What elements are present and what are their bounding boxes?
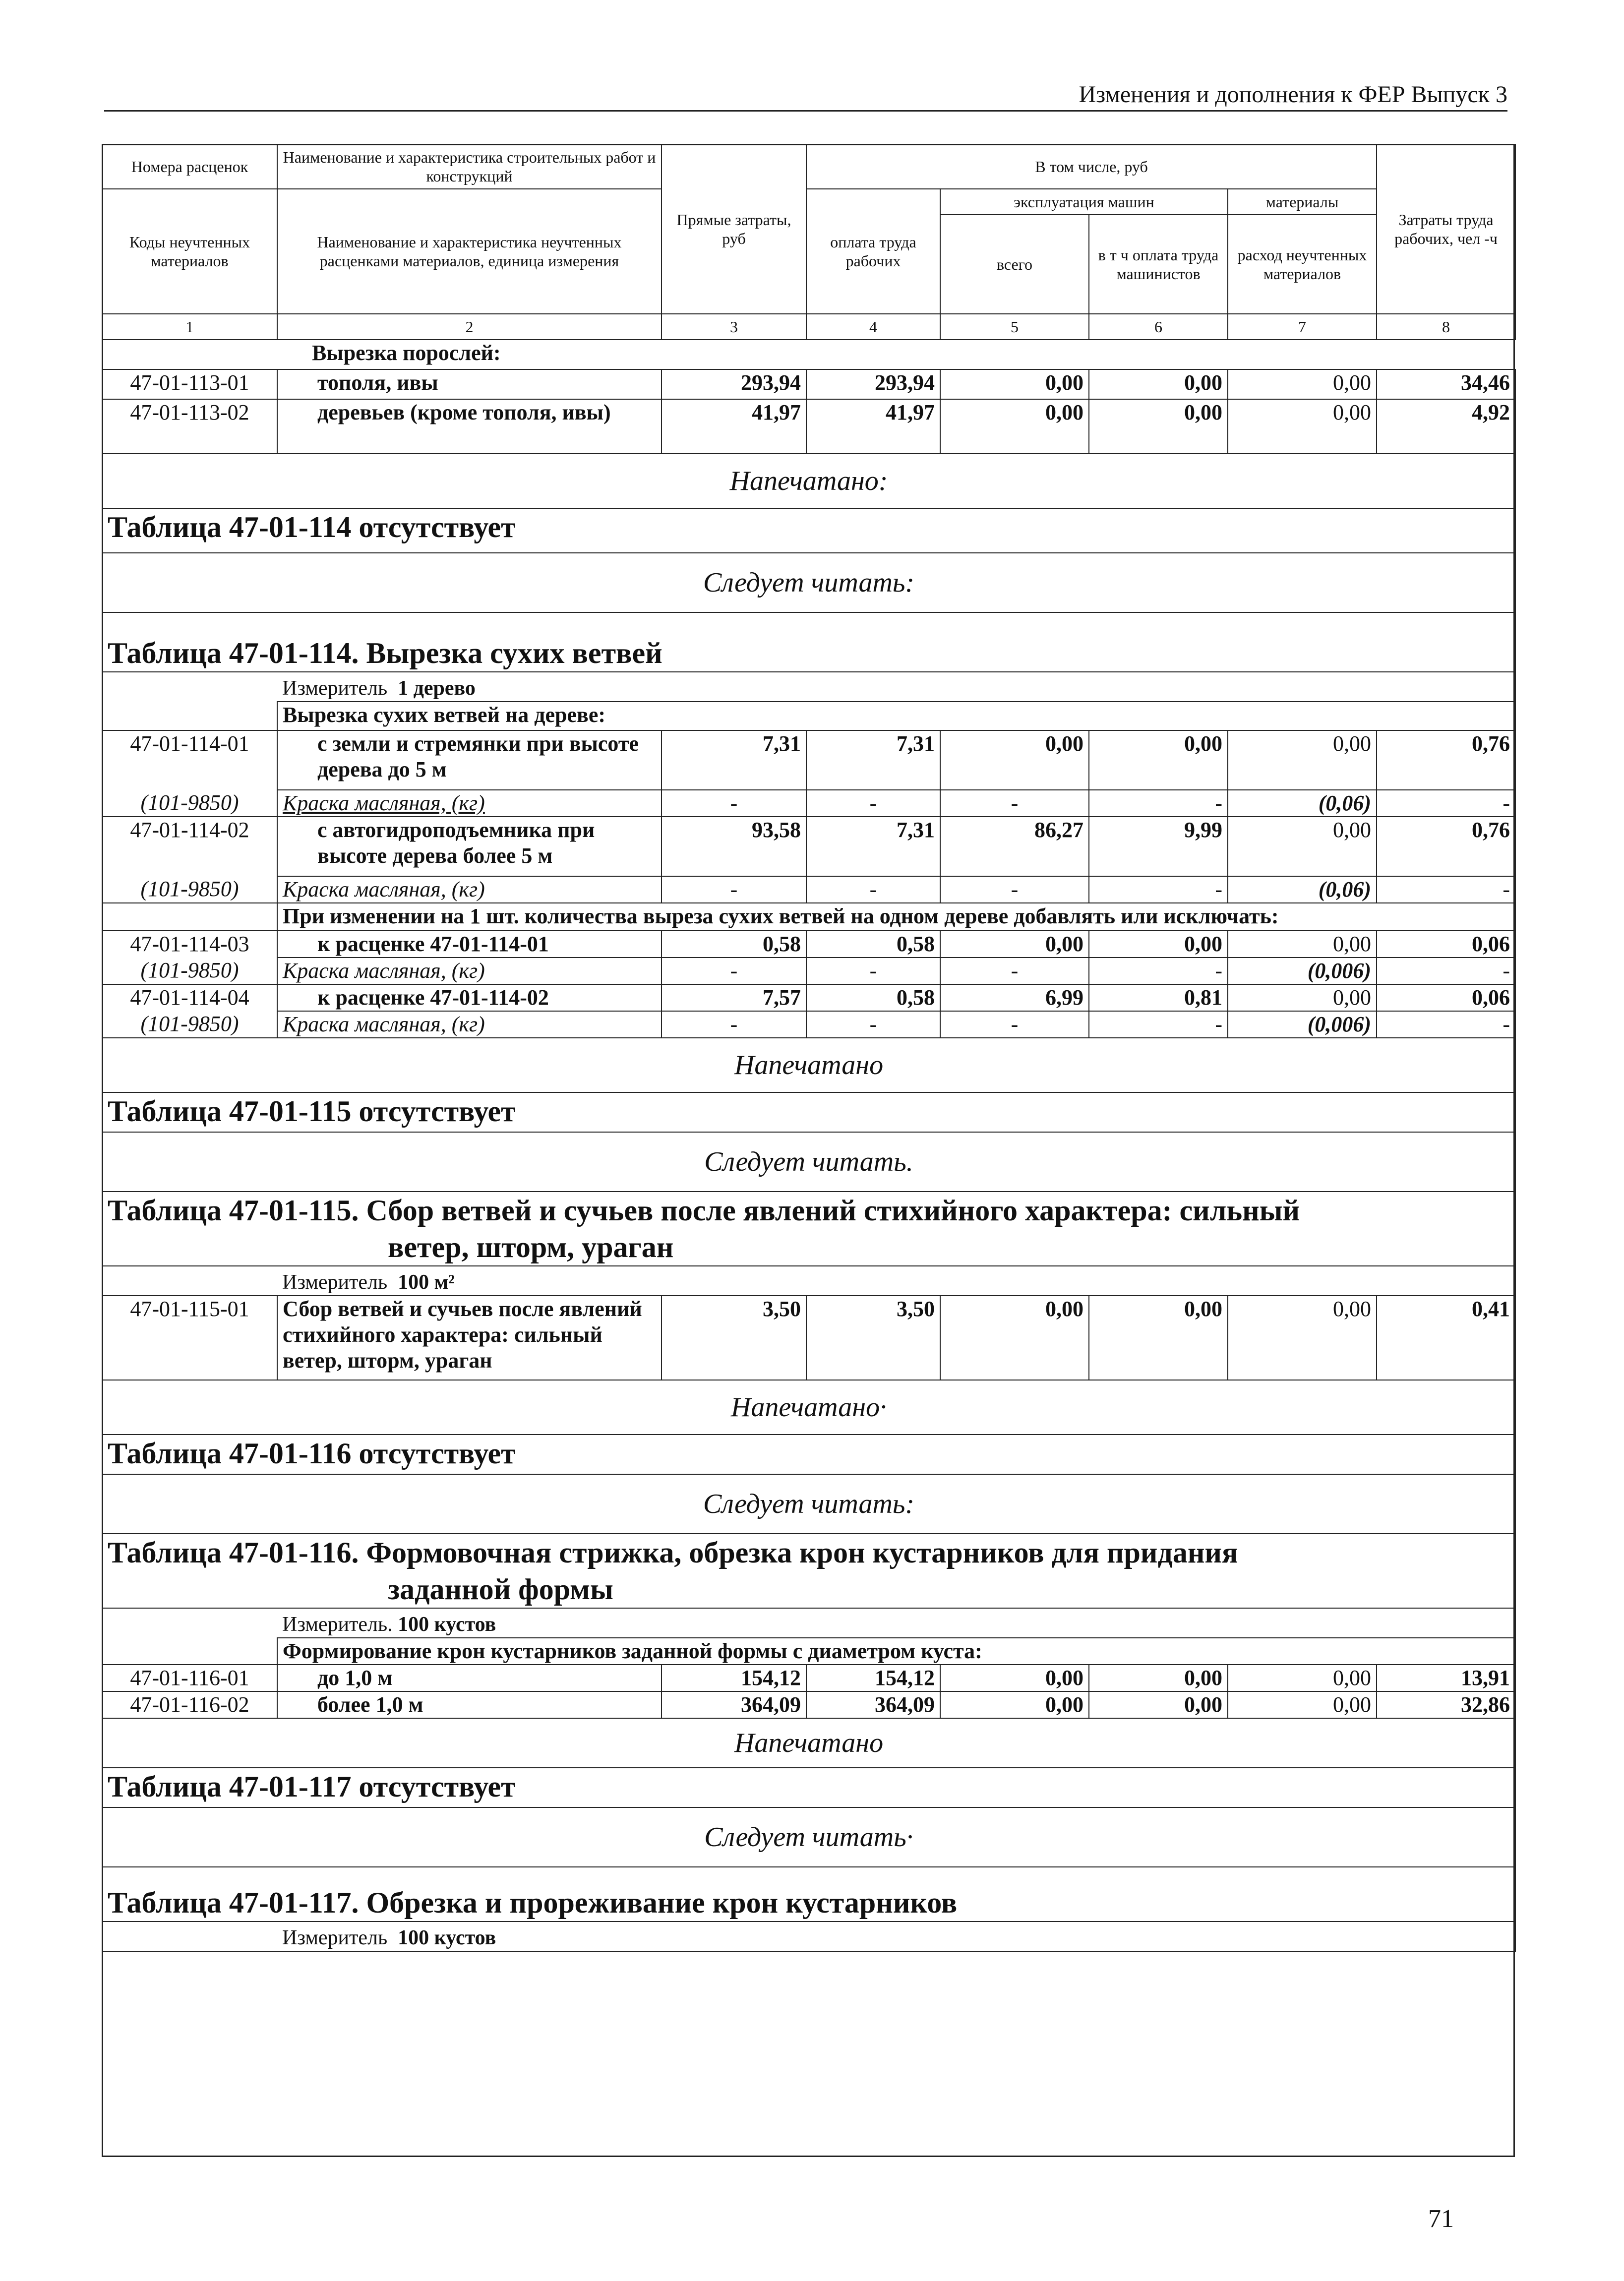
machines-total: 0,00	[940, 931, 1089, 958]
table-row	[102, 931, 1515, 958]
labor-hours: 34,46	[1377, 369, 1515, 399]
read-as-note: Следует читать·	[102, 1807, 1515, 1867]
rate-name: Сбор ветвей и сучьев после явлений стихийного характера: сильный ветер, шторм, ураган	[277, 1296, 662, 1380]
rate-code: 47-01-114-04	[102, 984, 277, 1011]
printed-note: Напечатано:	[102, 454, 1515, 508]
rates-table	[102, 144, 1516, 1952]
head-machines: эксплуатация машин	[940, 189, 1228, 215]
direct-cost: 93,58	[662, 817, 806, 876]
col-number: 7	[1228, 314, 1377, 340]
direct-cost: 364,09	[662, 1691, 806, 1718]
machinist-pay: -	[1089, 790, 1228, 817]
measure-unit	[277, 672, 1515, 702]
page-header-title: Изменения и дополнения к ФЕР Выпуск 3	[1079, 81, 1507, 108]
absent-table-notice: Таблица 47-01-115 отсутствует	[102, 1092, 1515, 1132]
machines-total: 0,00	[940, 1691, 1089, 1718]
table-title-line2: заданной формы	[388, 1573, 613, 1606]
machinist-pay: 0,00	[1089, 1296, 1228, 1380]
measure-unit	[277, 1921, 1515, 1951]
head-machinist-pay: в т ч оплата труда машинистов	[1089, 215, 1228, 314]
material-consumption: 0,00	[1228, 984, 1377, 1011]
worker-pay: 41,97	[806, 399, 940, 454]
table-title: Таблица 47-01-114. Вырезка сухих ветвей	[102, 612, 1515, 672]
col-number: 1	[102, 314, 277, 340]
page-number: 71	[1428, 2205, 1454, 2233]
absent-table-notice: Таблица 47-01-114 отсутствует	[102, 508, 1515, 553]
direct-cost: 154,12	[662, 1665, 806, 1691]
machinist-pay: -	[1089, 876, 1228, 903]
col-number: 8	[1377, 314, 1515, 340]
material-code: (101-9850)	[102, 1011, 277, 1038]
table-title: Таблица 47-01-117. Обрезка и прореживание крон кустарников	[102, 1867, 1515, 1921]
read-as-note: Следует читать.	[102, 1132, 1515, 1192]
machines-total: 0,00	[940, 1665, 1089, 1691]
head-material-consumption: расход неучтенных материалов	[1228, 215, 1377, 314]
machinist-pay: 9,99	[1089, 817, 1228, 876]
material-name: Краска масляная, (кг)	[277, 876, 662, 903]
labor-hours: 0,76	[1377, 817, 1515, 876]
direct-cost: 7,57	[662, 984, 806, 1011]
material-row	[102, 958, 1515, 984]
rate-name: деревьев (кроме тополя, ивы)	[277, 399, 662, 454]
table-title-line1: Таблица 47-01-116. Формовочная стрижка, обрезка крон кустарников для придания	[108, 1536, 1238, 1569]
labor-hours: 0,06	[1377, 931, 1515, 958]
labor-hours: -	[1377, 1011, 1515, 1038]
material-consumption: 0,00	[1228, 817, 1377, 876]
direct-cost: 7,31	[662, 730, 806, 790]
material-consumption: (0,006)	[1228, 1011, 1377, 1038]
worker-pay: -	[806, 958, 940, 984]
worker-pay: 364,09	[806, 1691, 940, 1718]
rate-name: с автогидроподъемника при высоте дерева более 5 м	[277, 817, 662, 876]
labor-hours: -	[1377, 876, 1515, 903]
machines-total: 0,00	[940, 730, 1089, 790]
material-consumption: 0,00	[1228, 1665, 1377, 1691]
worker-pay: 154,12	[806, 1665, 940, 1691]
machines-total: -	[940, 790, 1089, 817]
head-work-name: Наименование и характеристика строительных работ и конструкций	[277, 144, 662, 189]
machinist-pay: 0,00	[1089, 1691, 1228, 1718]
material-consumption: (0,06)	[1228, 876, 1377, 903]
direct-cost: 41,97	[662, 399, 806, 454]
labor-hours: 0,06	[1377, 984, 1515, 1011]
direct-cost: 293,94	[662, 369, 806, 399]
measure-value: 100 кустов	[398, 1926, 496, 1949]
head-materials: материалы	[1228, 189, 1377, 215]
machinist-pay: 0,00	[1089, 1665, 1228, 1691]
section-title: Вырезка сухих ветвей на дереве:	[277, 702, 1515, 730]
table-title	[102, 1192, 1515, 1266]
worker-pay: 3,50	[806, 1296, 940, 1380]
labor-hours: 0,76	[1377, 730, 1515, 790]
head-including: В том числе, руб	[806, 144, 1377, 189]
material-name: Краска масляная, (кг)	[277, 1011, 662, 1038]
labor-hours: -	[1377, 958, 1515, 984]
absent-table-notice: Таблица 47-01-117 отсутствует	[102, 1768, 1515, 1807]
rate-name: к расценке 47-01-114-02	[277, 984, 662, 1011]
head-direct-costs: Прямые затраты, руб	[662, 144, 806, 314]
printed-note: Напечатано	[102, 1038, 1515, 1092]
material-row	[102, 876, 1515, 903]
machines-total: 6,99	[940, 984, 1089, 1011]
direct-cost: -	[662, 1011, 806, 1038]
machines-total: 0,00	[940, 399, 1089, 454]
measure-label: Измеритель	[282, 1271, 388, 1294]
labor-hours: -	[1377, 790, 1515, 817]
printed-note: Напечатано	[102, 1718, 1515, 1768]
table-title-line2: ветер, шторм, ураган	[388, 1231, 674, 1263]
material-code: (101-9850)	[102, 790, 277, 817]
col-number: 5	[940, 314, 1089, 340]
rate-code: 47-01-113-01	[102, 369, 277, 399]
machines-total: 0,00	[940, 1296, 1089, 1380]
head-material-name: Наименование и характеристика неучтенных расценками материалов, единица измерения	[277, 189, 662, 314]
section-title: При изменении на 1 шт. количества выреза сухих ветвей на одном дереве добавлять или исключать:	[277, 903, 1515, 931]
measure-unit	[277, 1608, 1515, 1638]
rate-code: 47-01-116-02	[102, 1691, 277, 1718]
material-consumption: 0,00	[1228, 1296, 1377, 1380]
material-row	[102, 790, 1515, 817]
machinist-pay: -	[1089, 1011, 1228, 1038]
rate-code: 47-01-115-01	[102, 1296, 277, 1380]
worker-pay: 7,31	[806, 817, 940, 876]
material-consumption: 0,00	[1228, 369, 1377, 399]
col-number: 6	[1089, 314, 1228, 340]
measure-value: 100 м²	[398, 1271, 455, 1294]
rate-name: до 1,0 м	[277, 1665, 662, 1691]
col-number: 4	[806, 314, 940, 340]
machines-total: 0,00	[940, 369, 1089, 399]
material-row	[102, 1011, 1515, 1038]
read-as-note: Следует читать:	[102, 553, 1515, 612]
worker-pay: 7,31	[806, 730, 940, 790]
material-name: Краска масляная, (кг)	[277, 790, 662, 817]
rate-code: 47-01-114-03	[102, 931, 277, 958]
material-consumption: 0,00	[1228, 399, 1377, 454]
page-header	[104, 79, 1507, 112]
labor-hours: 32,86	[1377, 1691, 1515, 1718]
material-consumption: 0,00	[1228, 730, 1377, 790]
worker-pay: -	[806, 876, 940, 903]
material-consumption: 0,00	[1228, 1691, 1377, 1718]
labor-hours: 13,91	[1377, 1665, 1515, 1691]
rate-name: к расценке 47-01-114-01	[277, 931, 662, 958]
machinist-pay: -	[1089, 958, 1228, 984]
table-row	[102, 817, 1515, 876]
head-material-codes: Коды неучтенных материалов	[102, 189, 277, 314]
rate-code: 47-01-116-01	[102, 1665, 277, 1691]
measure-label: Измеритель.	[282, 1613, 393, 1636]
col-number: 2	[277, 314, 662, 340]
read-as-note: Следует читать:	[102, 1474, 1515, 1534]
material-name: Краска масляная, (кг)	[277, 958, 662, 984]
head-worker-pay: оплата труда рабочих	[806, 189, 940, 314]
rate-code: 47-01-114-02	[102, 817, 277, 876]
section-title: Вырезка порослей:	[277, 340, 1515, 369]
direct-cost: 0,58	[662, 931, 806, 958]
direct-cost: -	[662, 790, 806, 817]
direct-cost: -	[662, 876, 806, 903]
machinist-pay: 0,81	[1089, 984, 1228, 1011]
machines-total: -	[940, 876, 1089, 903]
worker-pay: 0,58	[806, 931, 940, 958]
rate-code: 47-01-113-02	[102, 399, 277, 454]
table-row	[102, 984, 1515, 1011]
machines-total: 86,27	[940, 817, 1089, 876]
rate-code: 47-01-114-01	[102, 730, 277, 790]
measure-label: Измеритель	[282, 1926, 388, 1949]
measure-value: 100 кустов	[398, 1613, 496, 1636]
table-row	[102, 399, 1515, 454]
table-title	[102, 1534, 1515, 1608]
worker-pay: 0,58	[806, 984, 940, 1011]
direct-cost: -	[662, 958, 806, 984]
machines-total: -	[940, 1011, 1089, 1038]
head-labor-hours: Затраты труда рабочих, чел -ч	[1377, 144, 1515, 314]
machinist-pay: 0,00	[1089, 730, 1228, 790]
machinist-pay: 0,00	[1089, 399, 1228, 454]
direct-cost: 3,50	[662, 1296, 806, 1380]
material-consumption: (0,006)	[1228, 958, 1377, 984]
section-title: Формирование крон кустарников заданной формы с диаметром куста:	[277, 1638, 1515, 1665]
machinist-pay: 0,00	[1089, 931, 1228, 958]
table-title-line1: Таблица 47-01-115. Сбор ветвей и сучьев после явлений стихийного характера: сильный	[108, 1194, 1300, 1227]
col-number: 3	[662, 314, 806, 340]
machines-total: -	[940, 958, 1089, 984]
measure-value: 1 дерево	[398, 677, 476, 700]
rate-name: тополя, ивы	[277, 369, 662, 399]
material-consumption: 0,00	[1228, 931, 1377, 958]
table-row	[102, 730, 1515, 790]
measure-label: Измеритель	[282, 677, 388, 700]
rate-name: более 1,0 м	[277, 1691, 662, 1718]
absent-table-notice: Таблица 47-01-116 отсутствует	[102, 1435, 1515, 1474]
table-row	[102, 1691, 1515, 1718]
worker-pay: -	[806, 1011, 940, 1038]
labor-hours: 4,92	[1377, 399, 1515, 454]
table-row	[102, 369, 1515, 399]
material-code: (101-9850)	[102, 958, 277, 984]
head-machines-total: всего	[940, 215, 1089, 314]
rate-name: с земли и стремянки при высоте дерева до 5 м	[277, 730, 662, 790]
machinist-pay: 0,00	[1089, 369, 1228, 399]
material-code: (101-9850)	[102, 876, 277, 903]
printed-note: Напечатано·	[102, 1380, 1515, 1435]
labor-hours: 0,41	[1377, 1296, 1515, 1380]
table-row	[102, 1665, 1515, 1691]
measure-unit	[277, 1266, 1515, 1296]
head-rate-numbers: Номера расценок	[102, 144, 277, 189]
worker-pay: 293,94	[806, 369, 940, 399]
material-consumption: (0,06)	[1228, 790, 1377, 817]
table-row	[102, 1296, 1515, 1380]
worker-pay: -	[806, 790, 940, 817]
